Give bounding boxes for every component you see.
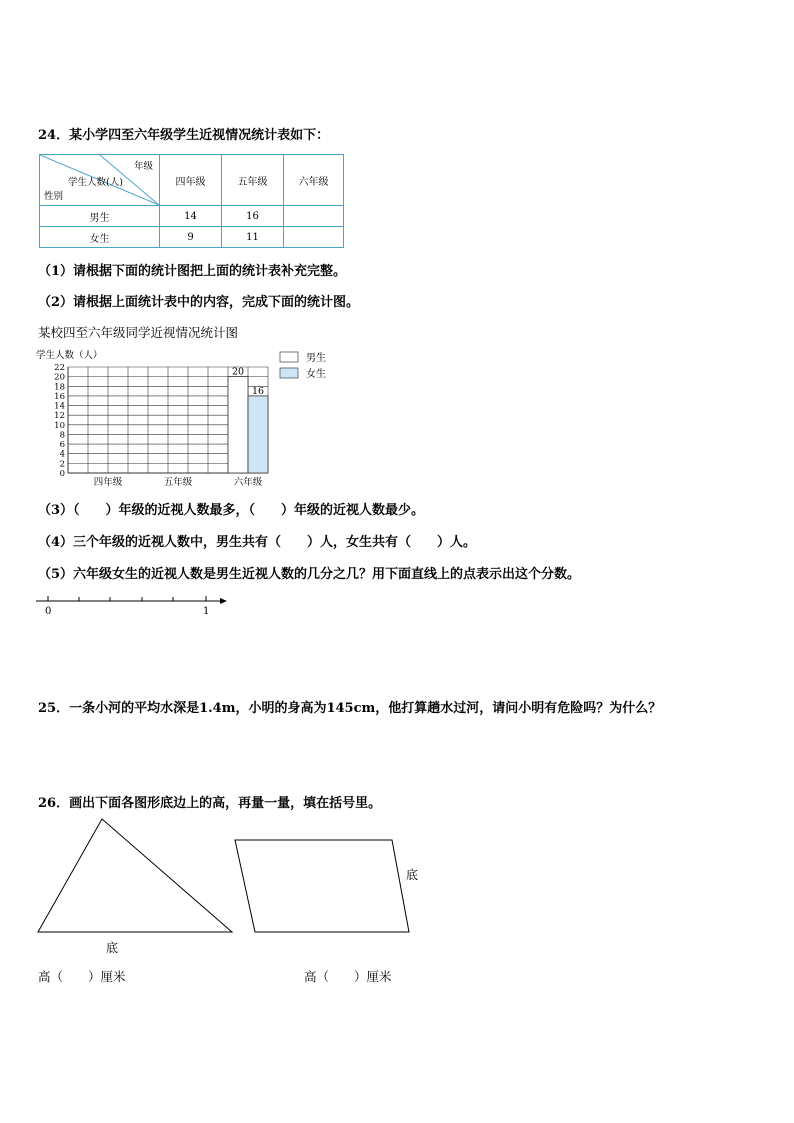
q26-answer-1[interactable]: 高（ ）厘米 — [38, 969, 126, 984]
row-label-girls: 女生 — [40, 227, 160, 248]
x-category-label: 四年级 — [93, 477, 123, 488]
y-tick-label: 0 — [59, 469, 65, 479]
y-tick-label: 14 — [54, 401, 65, 412]
number-line-start: 0 — [45, 606, 52, 617]
triangle-base-label: 底 — [106, 941, 119, 955]
q24-part2: （2）请根据上面统计表中的内容，完成下面的统计图。 — [38, 295, 360, 310]
y-tick-label: 20 — [54, 372, 65, 383]
q24-part3: （3）（ ）年级的近视人数最多，（ ）年级的近视人数最少。 — [38, 503, 425, 518]
y-tick-label: 2 — [59, 459, 65, 470]
q25-text: 25．一条小河的平均水深是1.4m，小明的身高为145cm，他打算趟水过河，请问小明有危险吗？为什么？ — [38, 701, 662, 716]
y-tick-label: 8 — [59, 430, 65, 441]
legend-label-girls: 女生 — [306, 369, 326, 380]
y-tick-label: 10 — [54, 420, 65, 431]
col-header-4: 四年级 — [160, 155, 222, 206]
corner-mid-label: 学生人数(人) — [68, 177, 123, 188]
legend-swatch-boys — [280, 352, 298, 362]
table-cell: 9 — [160, 227, 222, 248]
table-cell-blank[interactable] — [284, 206, 344, 227]
table-cell-blank[interactable] — [284, 227, 344, 248]
y-tick-label: 22 — [54, 363, 65, 373]
row-label-boys: 男生 — [40, 206, 160, 227]
table-cell: 16 — [222, 206, 284, 227]
q24-title: 24．某小学四至六年级学生近视情况统计表如下： — [38, 128, 330, 143]
bar-girls — [248, 396, 268, 473]
parallelogram-base-label: 底 — [406, 868, 419, 882]
y-tick-label: 4 — [59, 449, 65, 460]
y-tick-label: 16 — [54, 391, 65, 402]
y-tick-label: 6 — [59, 440, 65, 451]
q26-figures — [30, 812, 430, 962]
corner-bottom-label: 性别 — [44, 191, 64, 202]
legend-swatch-girls — [280, 368, 298, 378]
table-corner-cell — [40, 155, 160, 206]
x-category-label: 五年级 — [163, 477, 193, 488]
chart-title: 某校四至六年级同学近视情况统计图 — [38, 325, 239, 340]
bar-value-label: 20 — [231, 366, 245, 378]
bar-boys — [228, 377, 248, 473]
y-tick-label: 12 — [54, 411, 65, 422]
q24-part1: （1）请根据下面的统计图把上面的统计表补充完整。 — [38, 264, 347, 279]
number-line-end: 1 — [203, 606, 210, 617]
statistics-table — [39, 154, 344, 248]
bar-value-label: 16 — [251, 385, 265, 397]
corner-top-label: 年级 — [133, 161, 153, 172]
table-cell: 11 — [222, 227, 284, 248]
parallelogram-figure — [235, 840, 409, 932]
x-category-label: 六年级 — [233, 477, 263, 488]
legend-label-boys: 男生 — [306, 353, 326, 364]
triangle-figure — [38, 819, 232, 932]
col-header-5: 五年级 — [222, 155, 284, 206]
number-line[interactable] — [30, 590, 240, 620]
y-tick-label: 18 — [54, 382, 65, 393]
bar-chart — [30, 345, 350, 490]
q24-part5: （5）六年级女生的近视人数是男生近视人数的几分之几？用下面直线上的点表示出这个分数。 — [38, 567, 581, 582]
y-axis-label: 学生人数（人） — [36, 350, 103, 361]
col-header-6: 六年级 — [284, 155, 344, 206]
q24-part4: （4）三个年级的近视人数中，男生共有（ ）人，女生共有（ ）人。 — [38, 535, 477, 550]
q26-title: 26．画出下面各图形底边上的高，再量一量，填在括号里。 — [38, 796, 382, 811]
table-cell: 14 — [160, 206, 222, 227]
q26-answer-2[interactable]: 高（ ）厘米 — [304, 969, 392, 984]
